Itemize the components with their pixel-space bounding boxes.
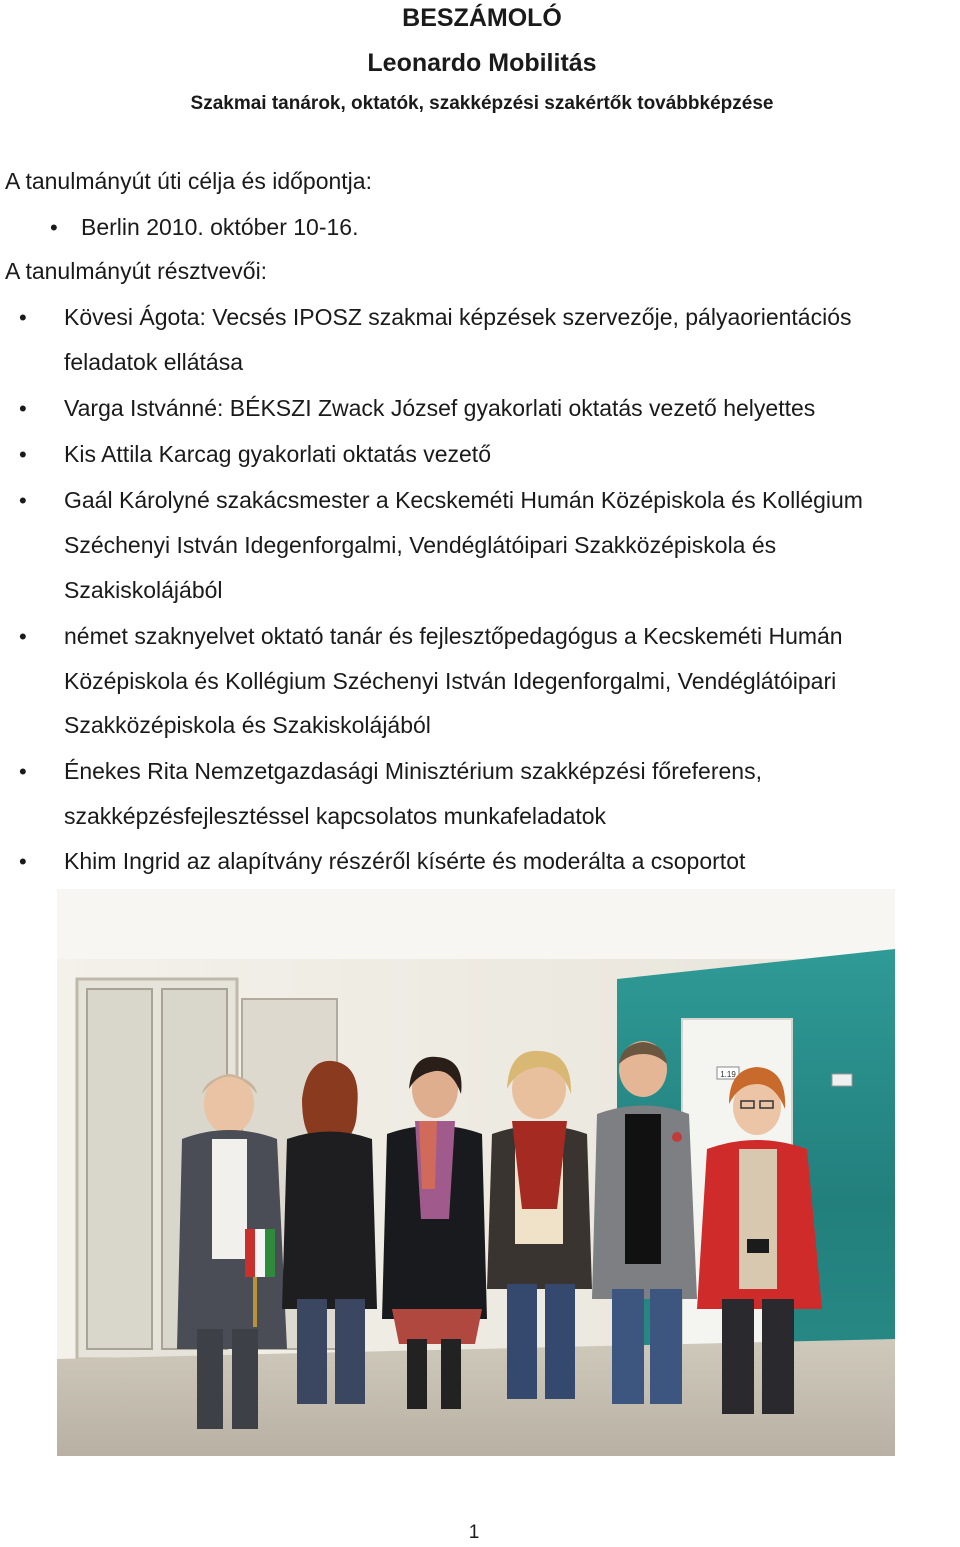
list-item-line: Szakiskolájából	[64, 577, 223, 603]
list-bullet: •	[19, 759, 27, 784]
list-item-line: szakképzésfejlesztéssel kapcsolatos munkafeladatok	[64, 803, 607, 829]
program-name: Leonardo Mobilitás	[367, 49, 597, 77]
list-item-line: Varga Istvánné: BÉKSZI Zwack József gyakorlati oktatás vezető helyettes	[64, 395, 816, 421]
list-item-line: Kövesi Ágota: Vecsés IPOSZ szakmai képzések szervezője, pályaorientációs	[64, 304, 852, 330]
destination-item: Berlin 2010. október 10-16.	[81, 214, 359, 240]
list-item-line: Kis Attila Karcag gyakorlati oktatás vezető	[64, 441, 491, 467]
list-item-line: német szaknyelvet oktató tanár és fejlesztőpedagógus a Kecskeméti Humán	[64, 623, 843, 649]
list-item-line: Khim Ingrid az alapítvány részéről kísérte és moderálta a csoportot	[64, 848, 746, 874]
list-bullet: •	[50, 215, 58, 240]
group-photo-illustration	[57, 889, 895, 1456]
list-item-line: Énekes Rita Nemzetgazdasági Minisztérium szakképzési főreferens,	[64, 758, 762, 784]
program-subtitle: Szakmai tanárok, oktatók, szakképzési szakértők továbbképzése	[190, 93, 774, 114]
list-item-line: Szakközépiskola és Szakiskolájából	[64, 712, 431, 738]
list-bullet: •	[19, 442, 27, 467]
list-bullet: •	[19, 849, 27, 874]
participants-heading: A tanulmányút résztvevői:	[5, 258, 268, 284]
page-number: 1	[468, 1522, 480, 1543]
report-title: BESZÁMOLÓ	[402, 4, 562, 32]
list-item-line: Széchenyi István Idegenforgalmi, Vendéglátóipari Szakközépiskola és	[64, 532, 777, 558]
group-photo	[57, 889, 895, 1456]
destination-heading: A tanulmányút úti célja és időpontja:	[5, 168, 372, 194]
list-item-line: Gaál Károlyné szakácsmester a Kecskeméti Humán Középiskola és Kollégium	[64, 487, 863, 513]
list-bullet: •	[19, 305, 27, 330]
list-bullet: •	[19, 624, 27, 649]
door-number-sign: 1.19	[720, 1070, 736, 1079]
list-bullet: •	[19, 396, 27, 421]
list-item-line: Középiskola és Kollégium Széchenyi István Idegenforgalmi, Vendéglátóipari	[64, 668, 837, 694]
list-item-line: feladatok ellátása	[64, 349, 244, 375]
list-bullet: •	[19, 488, 27, 513]
